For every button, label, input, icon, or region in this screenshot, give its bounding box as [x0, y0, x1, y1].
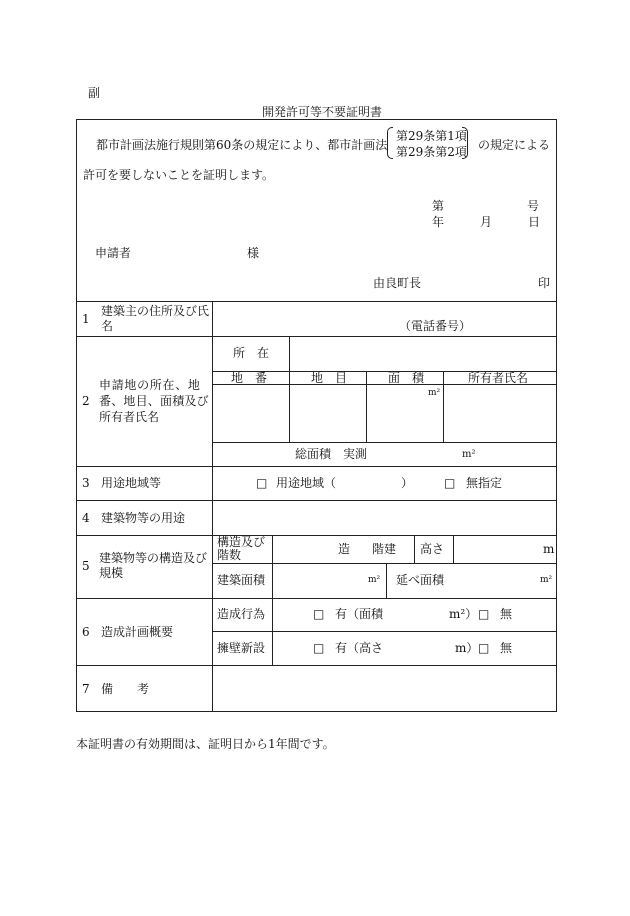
row6-number: 6: [82, 625, 90, 639]
no-designation-checkbox[interactable]: □: [444, 476, 456, 490]
intro-line2: 許可を要しないことを証明します。: [83, 168, 275, 182]
date-year: 年: [432, 215, 445, 229]
grading-yes-label: 有（面積: [335, 607, 384, 621]
wall-no-checkbox[interactable]: □: [478, 641, 490, 655]
no-designation-label: 無指定: [466, 476, 503, 490]
zoning-option-label: 用途地域（: [276, 476, 337, 490]
header-land-category: 地 目: [311, 371, 348, 385]
option-29-2: 第29条第2項: [396, 145, 467, 159]
zoning-option-close: ）: [401, 476, 414, 490]
issuer-seal: 印: [538, 276, 551, 290]
row2-label-1: 申請地の所在、地: [99, 378, 201, 392]
row5-label-a: 建築物等の構造及び: [99, 551, 208, 565]
wall-yes-label: 有（高さ: [335, 641, 384, 655]
row5-label-b: 規模: [99, 566, 124, 580]
total-area-unit: m²: [462, 449, 476, 460]
structure-label-b: 階数: [217, 548, 242, 562]
grading-yes-checkbox[interactable]: □: [313, 607, 325, 621]
wall-yes-checkbox[interactable]: □: [313, 641, 325, 655]
row1-label-b: 名: [101, 319, 114, 333]
row1-phone: （電話番号）: [399, 319, 472, 333]
wall-no-label: 無: [500, 641, 513, 655]
row5-number: 5: [82, 559, 90, 573]
intro-line1-post: の規定による: [478, 138, 551, 152]
structure-kaidate: 階建: [372, 542, 397, 556]
option-29-1: 第29条第1項: [396, 129, 467, 143]
applicant-label: 申請者: [95, 246, 132, 260]
row4-label: 建築物等の用途: [101, 511, 186, 525]
number-dai: 第: [432, 199, 445, 213]
grading-no-checkbox[interactable]: □: [478, 607, 490, 621]
grading-no-label: 無: [500, 607, 513, 621]
row1-number: 1: [82, 312, 90, 326]
row2-label-2: 番、地目、面積及び: [99, 394, 209, 408]
height-label: 高さ: [420, 542, 445, 556]
floor-area-unit: m²: [540, 575, 553, 585]
building-area-unit: m²: [368, 575, 381, 585]
structure-label-a: 構造及び: [217, 535, 266, 549]
total-area-label: 総面積 実測: [295, 447, 368, 461]
document-title: 開発許可等不要証明書: [262, 105, 383, 119]
header-owner-name: 所有者氏名: [468, 371, 529, 385]
wall-unit-close: m）: [455, 641, 479, 655]
building-area-label: 建築面積: [217, 573, 266, 587]
header-lot-number: 地 番: [231, 371, 268, 385]
height-unit: m: [543, 542, 555, 556]
issuer-name: 由良町長: [373, 276, 422, 290]
grading-unit-close: m²）: [449, 607, 478, 621]
row4-number: 4: [82, 511, 90, 525]
applicant-honorific: 様: [247, 246, 260, 260]
row2-label-3: 所有者氏名: [99, 410, 160, 424]
row3-label: 用途地域等: [101, 476, 162, 490]
copy-mark: 副: [88, 86, 101, 100]
header-area: 面 積: [388, 371, 425, 385]
grading-label: 造成行為: [217, 607, 266, 621]
retaining-wall-label: 擁壁新設: [217, 641, 266, 655]
row6-label: 造成計画概要: [101, 625, 174, 639]
right-bracket: [462, 127, 468, 159]
date-day: 日: [528, 215, 541, 229]
left-bracket: [387, 127, 393, 159]
date-month: 月: [480, 215, 493, 229]
row2-number: 2: [82, 394, 90, 408]
intro-line1-pre: 都市計画法施行規則第60条の規定により、都市計画法: [96, 138, 388, 152]
area-unit: m²: [428, 388, 441, 398]
row7-label: 備 考: [101, 682, 150, 696]
validity-note: 本証明書の有効期間は、証明日から1年間です。: [76, 737, 335, 751]
row3-number: 3: [82, 476, 90, 490]
row7-number: 7: [82, 682, 90, 696]
zoning-checkbox[interactable]: □: [256, 476, 268, 490]
row1-label-a: 建築主の住所及び氏: [101, 304, 210, 318]
number-go: 号: [527, 199, 540, 213]
location-label: 所 在: [233, 346, 270, 360]
structure-zou: 造: [338, 542, 351, 556]
floor-area-label: 延べ面積: [396, 573, 445, 587]
